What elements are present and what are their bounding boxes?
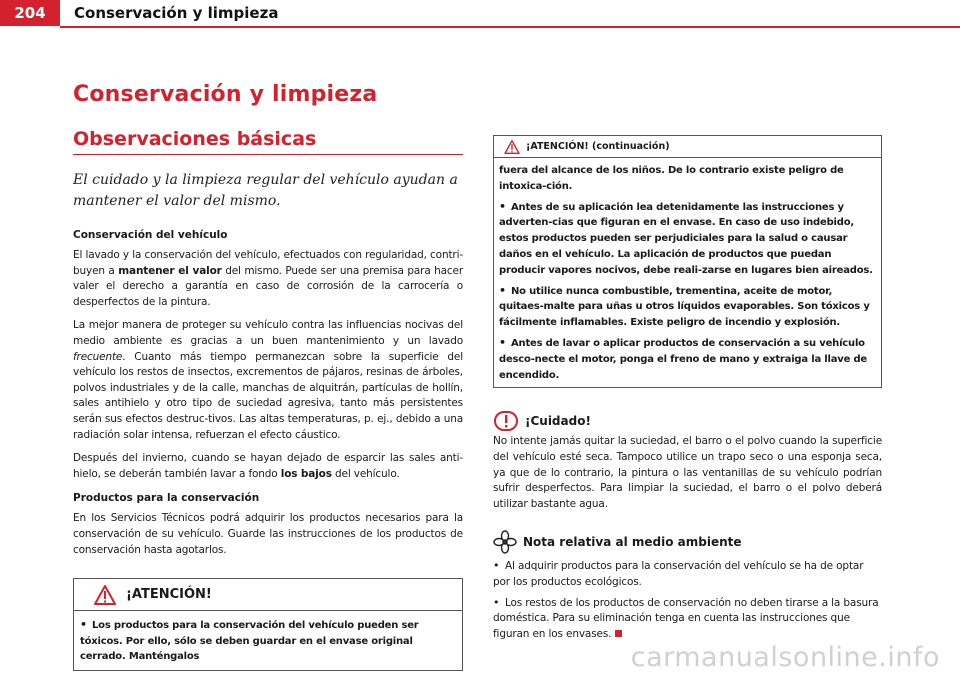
- chapter-title: Conservación y limpieza: [73, 82, 378, 107]
- paragraph-3: Después del invierno, cuando se hayan dejado de esparcir las sales anti-hielo, se deberán también lavar a fondo los bajos del vehículo.: [73, 452, 463, 480]
- environment-note-list: [493, 558, 882, 642]
- warning-box: [73, 578, 463, 671]
- paragraph-1: El lavado y la conservación del vehículo, efectuados con regularidad, contri-buyen a mantener el valor del mismo. Puede ser una premisa para hacer valer el derecho a garantía en caso de corrosión de la carrocería o desperfectos de la pintura.: [73, 249, 464, 308]
- paragraph-4: En los Servicios Técnicos podrá adquirir los productos necesarios para la conservación de su vehículo. Guarde las instrucciones de los productos de conservación hasta agotarlos.: [73, 512, 463, 556]
- section-title: Observaciones básicas: [73, 128, 463, 155]
- warning-continued-text: fuera del alcance de los niños. De lo contrario existe peligro de intoxica-ción.: [499, 165, 844, 192]
- warning-continued-label: ¡ATENCIÓN! (continuación): [526, 141, 670, 152]
- environment-flower-icon: [493, 530, 517, 554]
- page-number: 204: [0, 0, 60, 26]
- left-column: [73, 128, 463, 671]
- warning-header: [74, 579, 462, 611]
- warning-continued-box: [493, 135, 882, 388]
- list-item: • Antes de lavar o aplicar productos de conservación a su vehículo desco-necte el motor, ponga el freno de mano y extraiga la llave de encendido.: [499, 335, 868, 381]
- running-title: Conservación y limpieza: [74, 4, 279, 22]
- environment-note-header: [493, 530, 882, 554]
- section-intro: El cuidado y la limpieza regular del vehículo ayudan a mantener el valor del mismo.: [73, 172, 458, 209]
- subheading-vehicle-care: Conservación del vehículo: [73, 229, 228, 241]
- end-of-section-mark: [615, 630, 622, 637]
- warning-text: Los productos para la conservación del vehículo pueden ser tóxicos. Por ello, sólo se deben guardar en el envase original cerrado. Manténgalos: [80, 620, 419, 663]
- right-column: [493, 135, 882, 642]
- caution-header: [493, 410, 882, 432]
- caution-text: No intente jamás quitar la suciedad, el barro o el polvo cuando la superficie del vehículo esté seca. Tampoco utilice un trapo seco o una esponja seca, ya que de lo contrario, la pintura o las ventanillas de su vehículo podrían sufrir desperfectos. Para limpiar la suciedad, el barro o el polvo deberá utilizar bastante agua.: [493, 435, 882, 510]
- environment-note-label: Nota relativa al medio ambiente: [523, 535, 742, 550]
- warning-continued-header: [494, 136, 881, 158]
- watermark: carmanualsonline.info: [630, 642, 940, 673]
- list-item: • Los restos de los productos de conservación no deben tirarse a la basura doméstica. Para su eliminación tenga en cuenta las instrucciones que figuran en los envases.: [493, 595, 879, 640]
- warning-label: ¡ATENCIÓN!: [126, 587, 212, 603]
- caution-exclamation-icon: [493, 410, 519, 432]
- list-item: • Al adquirir productos para la conservación del vehículo se ha de optar por los productos ecológicos.: [493, 559, 864, 588]
- warning-triangle-icon: [504, 140, 520, 154]
- caution-label: ¡Cuidado!: [525, 414, 591, 429]
- warning-continued-body: [494, 158, 881, 387]
- subheading-products: Productos para la conservación: [73, 492, 260, 505]
- paragraph-2: La mejor manera de proteger su vehículo contra las influencias nocivas del medio ambiente es gracias a un buen mantenimiento y un lavado frecuente. Cuanto más tiempo permanezcan sobre la superficie del vehículo los restos de insectos, excrementos de pájaros, resinas de árboles, polvos industriales y de la calle, manchas de alquitrán, partículas de hollín, sales antihielo y otro tipo de suciedad agresiva, tanto más persistentes serán sus efectos destruc-tivos. Las altas temperaturas, p. ej., debido a una radiación solar intensa, refuerzan el efecto cáustico.: [73, 319, 463, 441]
- warning-body: [74, 611, 462, 670]
- bullet: •: [80, 618, 87, 632]
- list-item: • No utilice nunca combustible, trementina, aceite de motor, quitaes-malte para uñas u otros líquidos evaporables. Son tóxicos y fácilmente inflamables. Existe peligro de incendio y explosión.: [499, 283, 870, 329]
- list-item: • Antes de su aplicación lea detenidamente las instrucciones y adverten-cias que figuran en el envase. En caso de uso indebido, estos productos pueden ser perjudiciales para la salud o causar daños en el vehículo. La aplicación de productos que puedan producir vapores nocivos, debe reali-zarse en lugares bien aireados.: [499, 199, 873, 276]
- warning-triangle-icon: [94, 585, 116, 605]
- header-rule: [60, 26, 960, 28]
